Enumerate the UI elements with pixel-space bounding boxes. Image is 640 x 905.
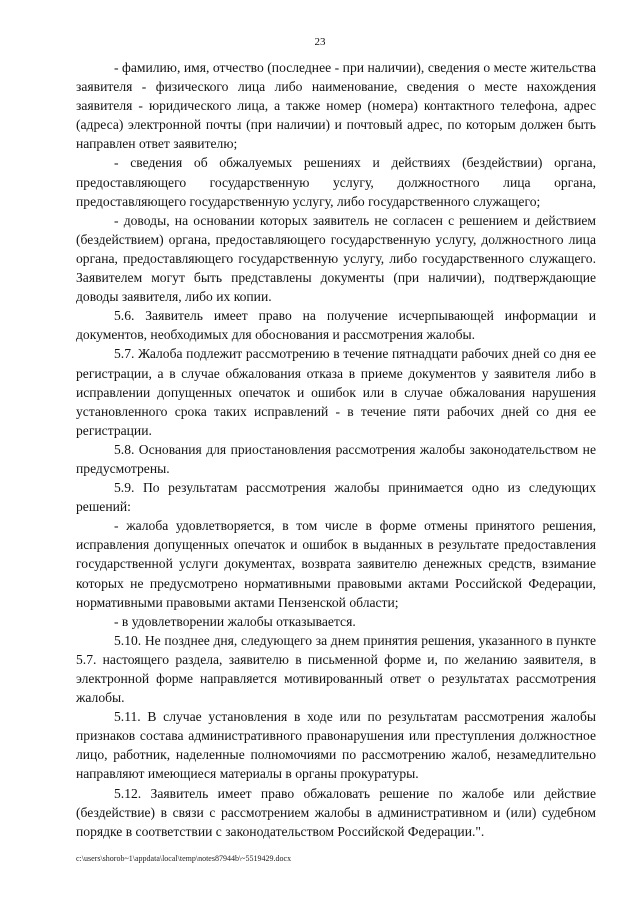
paragraph-appealed-decisions: - сведения об обжалуемых решениях и действиях (бездействии) органа, предоставляющего государственную услугу, должностного лица органа, предоставляющего государственную услугу, либо государственного служащего; [76, 155, 596, 209]
paragraph-complaint-refused: - в удовлетворении жалобы отказывается. [114, 613, 356, 629]
document-body [76, 58, 596, 841]
paragraph-5-10: 5.10. Не позднее дня, следующего за днем принятия решения, указанного в пункте 5.7. настоящего раздела, заявителю в письменной форме и, по желанию заявителя, в электронной форме направляется мотивированный ответ о результатах рассмотрения жалобы. [76, 632, 596, 706]
paragraph-5-8: 5.8. Основания для приостановления рассмотрения жалобы законодательством не предусмотрены. [76, 441, 596, 476]
paragraph-5-7: 5.7. Жалоба подлежит рассмотрению в течение пятнадцати рабочих дней со дня ее регистрации, а в случае обжалования отказа в приеме документов у заявителя либо в исправлении допущенных опечаток и ошибок или в случае обжалования нарушения установленного срока таких исправлений - в течение пяти рабочих дней со дня ее регистрации. [76, 346, 596, 438]
page-number: 23 [314, 36, 326, 48]
paragraph-5-11: 5.11. В случае установления в ходе или по результатам рассмотрения жалобы признаков состава административного правонарушения или преступления должностное лицо, работник, наделенные полномочиями по рассмотрению жалоб, незамедлительно направляют имеющиеся материалы в органы прокуратуры. [76, 709, 596, 782]
paragraph-5-12: 5.12. Заявитель имеет право обжаловать решение по жалобе или действие (бездействие) в связи с рассмотрением жалобы в административном и (или) судебном порядке в соответствии с законодательством Российской Федерации.". [76, 785, 596, 839]
paragraph-arguments: - доводы, на основании которых заявитель не согласен с решением и действием (бездействием) органа, предоставляющего государственную услугу, должностного лица органа, предоставляющего государственную услугу, либо государственного служащего. Заявителем могут быть представлены документы (при наличии), подтверждающие доводы заявителя, либо их копии. [76, 212, 596, 305]
paragraph-5-9: 5.9. По результатам рассмотрения жалобы принимается одно из следующих решений: [76, 480, 596, 515]
paragraph-applicant-name: - фамилию, имя, отчество (последнее - при наличии), сведения о месте жительства заявителя - физического лица либо наименование, сведения о месте нахождения заявителя - юридического лица, а также номер (номера) контактного телефона, адрес (адреса) электронной почты (при наличии) и почтовый адрес, по которым должен быть направлен ответ заявителю; [76, 60, 596, 152]
paragraph-complaint-satisfied: - жалоба удовлетворяется, в том числе в форме отмены принятого решения, исправления допущенных опечаток и ошибок в выданных в результате предоставления государственной услуги документах, возврата заявителю денежных средств, взимание которых не предусмотрено нормативными правовыми актами Российской Федерации, нормативными правовыми актами Пензенской области; [76, 518, 596, 610]
paragraph-5-6: 5.6. Заявитель имеет право на получение исчерпывающей информации и документов, необходимых для обоснования и рассмотрения жалобы. [76, 308, 596, 343]
footer-file-path: c:\users\shorob~1\appdata\local\temp\notes87944b\~5519429.docx [76, 854, 292, 863]
